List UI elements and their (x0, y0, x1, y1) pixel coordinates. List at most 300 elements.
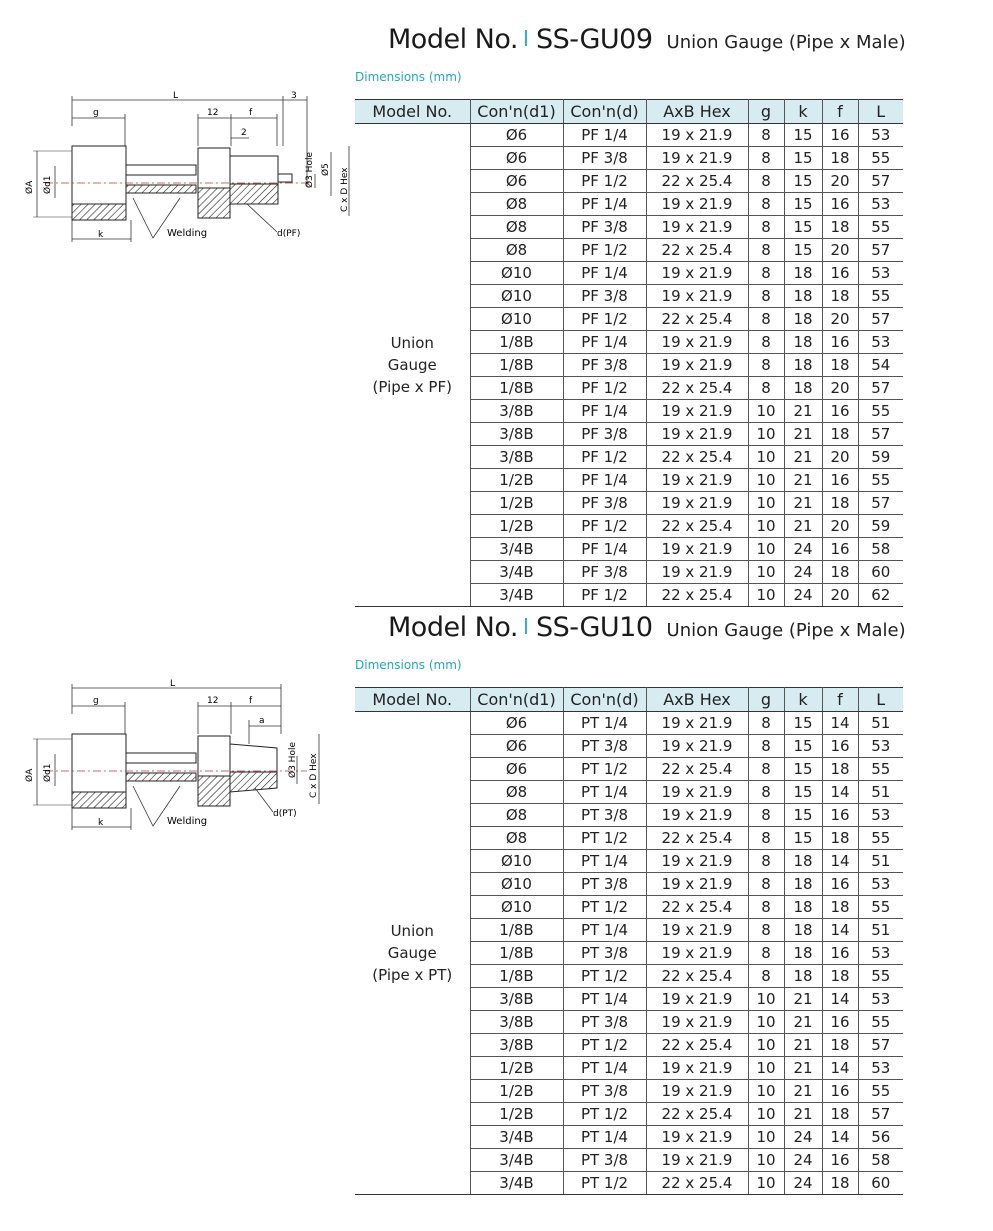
cell-g: 10 (748, 1149, 784, 1172)
cell-hex: 19 x 21.9 (646, 1126, 748, 1149)
dim-12: 12 (207, 696, 219, 706)
cell-L: 53 (858, 873, 903, 896)
cell-f: 16 (822, 538, 858, 561)
header-conn-d: Con'n(d) (563, 100, 646, 124)
label-thread: d(PF) (277, 229, 301, 239)
cell-L: 53 (858, 331, 903, 354)
cell-hex: 19 x 21.9 (646, 1057, 748, 1080)
cell-L: 53 (858, 942, 903, 965)
cell-L: 58 (858, 1149, 903, 1172)
cell-f: 18 (822, 285, 858, 308)
group-label-line: (Pipe x PT) (372, 966, 453, 984)
cell-f: 16 (822, 1080, 858, 1103)
cell-conn-d: PF 1/4 (563, 538, 646, 561)
dimensions-label: Dimensions (mm) (355, 70, 462, 84)
cell-hex: 19 x 21.9 (646, 124, 748, 147)
cell-conn-d1: 3/4B (470, 1172, 563, 1195)
cell-g: 8 (748, 124, 784, 147)
cell-k: 21 (784, 515, 822, 538)
cell-conn-d: PT 1/2 (563, 1034, 646, 1057)
cell-L: 59 (858, 515, 903, 538)
cell-L: 57 (858, 492, 903, 515)
cell-k: 24 (784, 1172, 822, 1195)
header-model-no: Model No. (355, 100, 470, 124)
group-label-line: Gauge (387, 944, 437, 962)
cell-g: 8 (748, 850, 784, 873)
cell-conn-d1: Ø6 (470, 758, 563, 781)
cell-conn-d: PF 3/8 (563, 561, 646, 584)
dim-L: L (173, 91, 179, 101)
group-label-line: Gauge (387, 356, 437, 374)
model-title (388, 24, 906, 55)
dim-3: 3 (291, 91, 297, 101)
cell-L: 57 (858, 170, 903, 193)
cell-hex: 19 x 21.9 (646, 942, 748, 965)
cell-f: 18 (822, 423, 858, 446)
cell-f: 18 (822, 896, 858, 919)
header-L: L (858, 688, 903, 712)
cell-L: 53 (858, 804, 903, 827)
cell-L: 54 (858, 354, 903, 377)
cell-conn-d: PT 1/4 (563, 1126, 646, 1149)
cell-conn-d1: Ø6 (470, 124, 563, 147)
cell-g: 8 (748, 942, 784, 965)
cell-hex: 19 x 21.9 (646, 262, 748, 285)
cell-conn-d1: 3/4B (470, 538, 563, 561)
cell-f: 18 (822, 147, 858, 170)
cell-conn-d: PT 1/4 (563, 781, 646, 804)
cell-conn-d1: 1/8B (470, 377, 563, 400)
cell-f: 18 (822, 758, 858, 781)
cell-hex: 22 x 25.4 (646, 1034, 748, 1057)
cell-conn-d1: Ø8 (470, 239, 563, 262)
table-row (355, 712, 903, 735)
dim-A: ØA (25, 768, 35, 782)
cell-conn-d: PF 1/2 (563, 584, 646, 607)
cell-f: 18 (822, 492, 858, 515)
dim-hex: C x D Hex (340, 167, 350, 212)
cell-k: 21 (784, 469, 822, 492)
cell-hex: 19 x 21.9 (646, 331, 748, 354)
dim-k: k (98, 818, 104, 828)
cell-hex: 22 x 25.4 (646, 584, 748, 607)
cell-k: 21 (784, 1034, 822, 1057)
cell-g: 10 (748, 1057, 784, 1080)
cell-hex: 19 x 21.9 (646, 423, 748, 446)
header-model-no: Model No. (355, 688, 470, 712)
cell-conn-d: PT 3/8 (563, 735, 646, 758)
cell-k: 15 (784, 781, 822, 804)
table-row (355, 124, 903, 147)
cell-k: 21 (784, 400, 822, 423)
cell-hex: 19 x 21.9 (646, 1080, 748, 1103)
dim-12: 12 (207, 108, 219, 118)
cell-g: 8 (748, 827, 784, 850)
dim-2: 2 (241, 128, 247, 138)
cell-conn-d1: Ø10 (470, 873, 563, 896)
cell-hex: 19 x 21.9 (646, 354, 748, 377)
cell-hex: 19 x 21.9 (646, 781, 748, 804)
cell-conn-d: PF 3/8 (563, 423, 646, 446)
cell-conn-d1: 1/8B (470, 919, 563, 942)
header-hex: AxB Hex (646, 688, 748, 712)
cell-L: 57 (858, 1103, 903, 1126)
cell-L: 53 (858, 1057, 903, 1080)
cell-conn-d1: 3/8B (470, 423, 563, 446)
cell-L: 60 (858, 1172, 903, 1195)
model-number: SS-GU10 (535, 612, 653, 643)
cell-g: 10 (748, 538, 784, 561)
cell-hex: 19 x 21.9 (646, 193, 748, 216)
cell-L: 51 (858, 712, 903, 735)
cell-k: 18 (784, 308, 822, 331)
cell-conn-d1: Ø6 (470, 147, 563, 170)
cell-f: 16 (822, 469, 858, 492)
cell-hex: 19 x 21.9 (646, 538, 748, 561)
cell-hex: 22 x 25.4 (646, 377, 748, 400)
cell-g: 8 (748, 308, 784, 331)
cell-L: 57 (858, 423, 903, 446)
dim-f: f (249, 696, 253, 706)
cell-f: 20 (822, 377, 858, 400)
cell-conn-d1: Ø8 (470, 781, 563, 804)
cell-L: 55 (858, 285, 903, 308)
cell-conn-d1: 3/8B (470, 446, 563, 469)
cell-conn-d: PF 1/4 (563, 469, 646, 492)
cell-g: 10 (748, 1080, 784, 1103)
cell-conn-d: PT 1/4 (563, 988, 646, 1011)
cell-hex: 22 x 25.4 (646, 1172, 748, 1195)
label-welding: Welding (167, 228, 208, 239)
cell-hex: 19 x 21.9 (646, 469, 748, 492)
cell-conn-d: PT 3/8 (563, 804, 646, 827)
cell-conn-d: PT 1/4 (563, 1057, 646, 1080)
cell-L: 62 (858, 584, 903, 607)
cell-g: 10 (748, 1172, 784, 1195)
cell-k: 21 (784, 1103, 822, 1126)
cell-g: 8 (748, 285, 784, 308)
cell-g: 8 (748, 735, 784, 758)
header-f: f (822, 100, 858, 124)
cell-L: 55 (858, 400, 903, 423)
cell-g: 10 (748, 400, 784, 423)
cell-conn-d1: 1/2B (470, 1080, 563, 1103)
cell-L: 55 (858, 827, 903, 850)
cell-k: 18 (784, 965, 822, 988)
cell-conn-d1: 3/4B (470, 561, 563, 584)
cell-g: 10 (748, 561, 784, 584)
cell-f: 14 (822, 919, 858, 942)
cell-g: 8 (748, 896, 784, 919)
cell-L: 51 (858, 850, 903, 873)
cell-f: 18 (822, 1103, 858, 1126)
cell-g: 8 (748, 919, 784, 942)
cell-hex: 19 x 21.9 (646, 400, 748, 423)
cell-conn-d: PF 1/4 (563, 262, 646, 285)
cell-f: 16 (822, 262, 858, 285)
cell-f: 20 (822, 515, 858, 538)
cell-L: 55 (858, 1011, 903, 1034)
cell-conn-d1: Ø8 (470, 193, 563, 216)
cell-conn-d1: Ø10 (470, 262, 563, 285)
cell-k: 15 (784, 147, 822, 170)
cell-L: 57 (858, 1034, 903, 1057)
cell-L: 53 (858, 262, 903, 285)
cell-k: 15 (784, 216, 822, 239)
cell-conn-d: PF 1/4 (563, 331, 646, 354)
cell-g: 8 (748, 262, 784, 285)
cell-hex: 19 x 21.9 (646, 919, 748, 942)
cell-L: 55 (858, 469, 903, 492)
cell-g: 8 (748, 331, 784, 354)
header-f: f (822, 688, 858, 712)
cell-k: 24 (784, 561, 822, 584)
cell-conn-d: PT 3/8 (563, 1080, 646, 1103)
cell-conn-d1: 3/4B (470, 584, 563, 607)
cell-L: 55 (858, 1080, 903, 1103)
cell-conn-d1: 1/2B (470, 492, 563, 515)
cell-g: 8 (748, 712, 784, 735)
cell-f: 14 (822, 781, 858, 804)
cell-g: 8 (748, 965, 784, 988)
cell-L: 56 (858, 1126, 903, 1149)
cell-g: 10 (748, 1034, 784, 1057)
cell-conn-d: PF 3/8 (563, 492, 646, 515)
cell-L: 60 (858, 561, 903, 584)
cell-f: 18 (822, 827, 858, 850)
cell-conn-d: PT 3/8 (563, 942, 646, 965)
cell-conn-d1: Ø8 (470, 216, 563, 239)
cell-k: 15 (784, 712, 822, 735)
cell-f: 14 (822, 712, 858, 735)
cell-g: 10 (748, 988, 784, 1011)
group-label-line: (Pipe x PF) (372, 378, 452, 396)
cell-g: 10 (748, 446, 784, 469)
header-conn-d: Con'n(d) (563, 688, 646, 712)
header-conn-d1: Con'n(d1) (470, 688, 563, 712)
cell-hex: 19 x 21.9 (646, 712, 748, 735)
cell-f: 16 (822, 873, 858, 896)
cell-conn-d: PT 3/8 (563, 1149, 646, 1172)
cell-conn-d: PF 3/8 (563, 216, 646, 239)
cell-f: 16 (822, 400, 858, 423)
cell-k: 15 (784, 239, 822, 262)
cell-hex: 22 x 25.4 (646, 446, 748, 469)
cell-k: 21 (784, 988, 822, 1011)
cell-f: 20 (822, 239, 858, 262)
cell-g: 8 (748, 804, 784, 827)
cell-conn-d1: Ø10 (470, 850, 563, 873)
cell-hex: 22 x 25.4 (646, 758, 748, 781)
cell-conn-d1: 1/2B (470, 1057, 563, 1080)
cell-f: 16 (822, 1011, 858, 1034)
cell-f: 16 (822, 1149, 858, 1172)
cell-g: 8 (748, 377, 784, 400)
cell-f: 18 (822, 1172, 858, 1195)
cell-conn-d1: 1/2B (470, 515, 563, 538)
table-header-row (355, 688, 903, 712)
cell-g: 8 (748, 758, 784, 781)
cell-conn-d: PT 1/4 (563, 919, 646, 942)
cell-conn-d1: 3/8B (470, 400, 563, 423)
cell-conn-d1: 3/8B (470, 1034, 563, 1057)
model-title (388, 612, 906, 643)
cell-g: 8 (748, 193, 784, 216)
cell-g: 10 (748, 469, 784, 492)
cell-k: 18 (784, 942, 822, 965)
title-label: Model No. (388, 612, 518, 643)
cell-g: 10 (748, 492, 784, 515)
label-thread: d(PT) (273, 809, 297, 819)
title-label: Model No. (388, 24, 518, 55)
cell-g: 10 (748, 584, 784, 607)
cell-f: 16 (822, 804, 858, 827)
cell-k: 18 (784, 331, 822, 354)
cell-hex: 19 x 21.9 (646, 216, 748, 239)
title-divider (525, 618, 527, 634)
cell-conn-d1: Ø10 (470, 285, 563, 308)
cell-f: 14 (822, 1057, 858, 1080)
cell-conn-d1: Ø10 (470, 308, 563, 331)
cell-k: 18 (784, 896, 822, 919)
cell-k: 24 (784, 538, 822, 561)
cell-conn-d: PT 1/2 (563, 1172, 646, 1195)
cell-k: 15 (784, 170, 822, 193)
dim-g: g (93, 108, 99, 118)
cell-conn-d: PT 3/8 (563, 873, 646, 896)
cell-conn-d1: Ø10 (470, 896, 563, 919)
cell-conn-d: PF 1/4 (563, 400, 646, 423)
cell-conn-d1: Ø6 (470, 712, 563, 735)
cell-L: 55 (858, 147, 903, 170)
cell-f: 20 (822, 308, 858, 331)
cell-conn-d: PF 1/4 (563, 193, 646, 216)
technical-drawing (15, 674, 355, 834)
cell-hex: 22 x 25.4 (646, 239, 748, 262)
cell-conn-d: PT 1/2 (563, 896, 646, 919)
cell-hex: 19 x 21.9 (646, 735, 748, 758)
cell-conn-d1: Ø6 (470, 170, 563, 193)
cell-L: 57 (858, 308, 903, 331)
dim-g: g (93, 696, 99, 706)
cell-hex: 19 x 21.9 (646, 873, 748, 896)
cell-hex: 22 x 25.4 (646, 170, 748, 193)
cell-conn-d1: Ø6 (470, 735, 563, 758)
cell-L: 51 (858, 919, 903, 942)
cell-k: 18 (784, 377, 822, 400)
dim-d1: Ød1 (43, 763, 53, 782)
cell-conn-d: PT 1/2 (563, 1103, 646, 1126)
cell-k: 15 (784, 124, 822, 147)
model-number: SS-GU09 (535, 24, 653, 55)
cell-conn-d: PF 1/2 (563, 446, 646, 469)
cell-k: 21 (784, 446, 822, 469)
header-k: k (784, 100, 822, 124)
cell-conn-d: PF 3/8 (563, 354, 646, 377)
cell-L: 51 (858, 781, 903, 804)
cell-k: 18 (784, 354, 822, 377)
label-welding: Welding (167, 816, 208, 827)
cell-k: 18 (784, 262, 822, 285)
cell-L: 59 (858, 446, 903, 469)
cell-hex: 19 x 21.9 (646, 804, 748, 827)
cell-g: 10 (748, 515, 784, 538)
cell-conn-d1: 1/8B (470, 354, 563, 377)
cell-L: 58 (858, 538, 903, 561)
cell-g: 10 (748, 1011, 784, 1034)
cell-conn-d1: 1/2B (470, 1103, 563, 1126)
cell-f: 16 (822, 735, 858, 758)
cell-conn-d: PF 1/2 (563, 515, 646, 538)
cell-f: 16 (822, 124, 858, 147)
dim-hole: Ø3 Hole (288, 742, 298, 778)
cell-conn-d: PT 1/4 (563, 712, 646, 735)
cell-hex: 22 x 25.4 (646, 827, 748, 850)
dim-hole: Ø3 Hole (305, 152, 315, 188)
cell-L: 57 (858, 239, 903, 262)
model-subtitle: Union Gauge (Pipe x Male) (666, 620, 906, 641)
cell-g: 10 (748, 1126, 784, 1149)
cell-conn-d: PT 1/2 (563, 827, 646, 850)
cell-g: 8 (748, 216, 784, 239)
cell-k: 15 (784, 735, 822, 758)
cell-k: 21 (784, 423, 822, 446)
cell-conn-d: PF 1/2 (563, 377, 646, 400)
cell-f: 16 (822, 942, 858, 965)
cell-hex: 22 x 25.4 (646, 515, 748, 538)
cell-k: 21 (784, 1057, 822, 1080)
cell-L: 55 (858, 216, 903, 239)
cell-conn-d1: Ø8 (470, 827, 563, 850)
cell-hex: 19 x 21.9 (646, 285, 748, 308)
cell-g: 10 (748, 423, 784, 446)
cell-hex: 19 x 21.9 (646, 1011, 748, 1034)
cell-f: 18 (822, 965, 858, 988)
cell-k: 18 (784, 285, 822, 308)
cell-conn-d1: Ø8 (470, 804, 563, 827)
cell-conn-d: PF 3/8 (563, 285, 646, 308)
group-label-line: Union (390, 334, 434, 352)
cell-f: 20 (822, 584, 858, 607)
title-divider (525, 30, 527, 46)
cell-conn-d: PF 1/2 (563, 239, 646, 262)
model-subtitle: Union Gauge (Pipe x Male) (666, 32, 906, 53)
dim-d1: Ød1 (43, 175, 53, 194)
dimensions-table (355, 99, 903, 607)
cell-conn-d: PT 1/2 (563, 758, 646, 781)
cell-hex: 19 x 21.9 (646, 988, 748, 1011)
cell-conn-d: PT 3/8 (563, 1011, 646, 1034)
cell-L: 55 (858, 965, 903, 988)
cell-hex: 19 x 21.9 (646, 492, 748, 515)
dimensions-table (355, 687, 903, 1195)
model-group-label (355, 712, 470, 1195)
cell-hex: 19 x 21.9 (646, 1149, 748, 1172)
cell-f: 14 (822, 1126, 858, 1149)
cell-k: 21 (784, 1080, 822, 1103)
cell-g: 8 (748, 354, 784, 377)
dim-f: f (249, 108, 253, 118)
cell-f: 14 (822, 988, 858, 1011)
cell-k: 15 (784, 827, 822, 850)
dimensions-label: Dimensions (mm) (355, 658, 462, 672)
cell-conn-d: PF 1/4 (563, 124, 646, 147)
header-g: g (748, 100, 784, 124)
cell-hex: 22 x 25.4 (646, 965, 748, 988)
model-group-label (355, 124, 470, 607)
cell-L: 53 (858, 988, 903, 1011)
cell-f: 18 (822, 1034, 858, 1057)
